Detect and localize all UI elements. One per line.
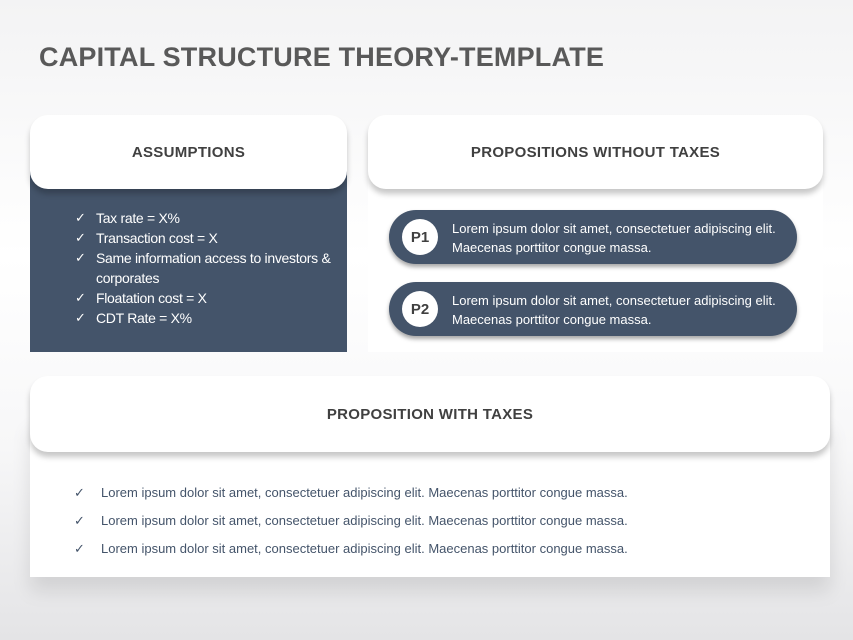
tax-item-text: Lorem ipsum dolor sit amet, consectetuer adipiscing elit. Maecenas porttitor congue massa.	[101, 541, 628, 556]
propositions-without-taxes-panel	[368, 115, 823, 352]
p1-text: Lorem ipsum dolor sit amet, consectetuer adipiscing elit. Maecenas porttitor congue massa.	[452, 221, 776, 255]
check-icon: ✓	[75, 310, 86, 325]
check-icon: ✓	[75, 230, 86, 245]
without-taxes-heading: PROPOSITIONS WITHOUT TAXES	[368, 115, 823, 189]
check-icon: ✓	[74, 541, 85, 556]
tax-item-text: Lorem ipsum dolor sit amet, consectetuer adipiscing elit. Maecenas porttitor congue massa.	[101, 485, 628, 500]
check-icon: ✓	[74, 513, 85, 528]
p2-badge: P2	[402, 291, 438, 327]
assumption-text: CDT Rate = X%	[96, 310, 192, 326]
assumptions-list	[70, 208, 340, 328]
assumptions-panel	[30, 115, 347, 352]
list-item	[74, 479, 814, 507]
list-item	[70, 308, 340, 328]
list-item	[70, 288, 340, 308]
assumptions-heading: ASSUMPTIONS	[30, 115, 347, 189]
list-item	[70, 208, 340, 228]
proposition-with-taxes-panel	[30, 376, 830, 577]
with-taxes-heading: PROPOSITION WITH TAXES	[30, 376, 830, 452]
with-taxes-list	[74, 479, 814, 563]
assumption-text: Floatation cost = X	[96, 290, 207, 306]
tax-item-text: Lorem ipsum dolor sit amet, consectetuer adipiscing elit. Maecenas porttitor congue massa.	[101, 513, 628, 528]
assumption-text: Tax rate = X%	[96, 210, 180, 226]
check-icon: ✓	[75, 290, 86, 305]
proposition-p1	[389, 210, 797, 264]
list-item	[74, 535, 814, 563]
page-title: CAPITAL STRUCTURE THEORY-TEMPLATE	[39, 42, 605, 72]
assumption-text: Transaction cost = X	[96, 230, 218, 246]
check-icon: ✓	[74, 485, 85, 500]
list-item	[70, 228, 340, 248]
list-item	[74, 507, 814, 535]
list-item	[70, 248, 340, 288]
p1-badge: P1	[402, 219, 438, 255]
check-icon: ✓	[75, 210, 86, 225]
check-icon: ✓	[75, 250, 86, 265]
proposition-p2	[389, 282, 797, 336]
p2-text: Lorem ipsum dolor sit amet, consectetuer adipiscing elit. Maecenas porttitor congue massa.	[452, 293, 776, 327]
assumption-text: Same information access to investors & corporates	[96, 250, 331, 286]
